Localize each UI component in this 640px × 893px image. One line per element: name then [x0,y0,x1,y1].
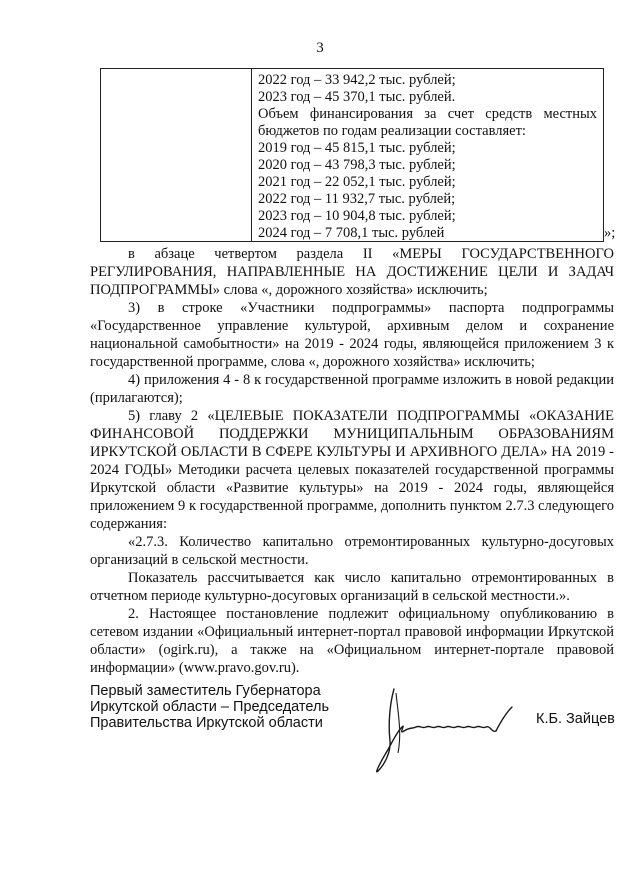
position-line: Правительства Иркутской области [90,715,323,731]
paragraph: 2. Настоящее постановление подлежит официальному опубликованию в сетевом издании «Официальный интернет-портал правовой информации Иркутской области» (ogirk.ru), а также на «Официальном интернет-портале правовой информации» (www.pravo.gov.ru). [90,606,614,676]
financing-line: 2024 год – 7 708,1 тыс. рублей [258,225,445,241]
financing-table [100,68,604,242]
financing-line: 2020 год – 43 798,3 тыс. рублей; [258,157,456,173]
paragraph: «2.7.3. Количество капитально отремонтированных культурно-досуговых организаций в сельской местности. [90,534,614,568]
table-closing-quote: »; [604,225,616,241]
paragraph: в абзаце четвертом раздела II «МЕРЫ ГОСУДАРСТВЕННОГО РЕГУЛИРОВАНИЯ, НАПРАВЛЕННЫЕ НА ДОСТИЖЕНИЕ ЦЕЛИ И ЗАДАЧ ПОДПРОГРАММЫ» слова «, дорожного хозяйства» исключить; [90,246,614,298]
paragraph: Показатель рассчитывается как число капитально отремонтированных в отчетном периоде культурно-досуговых организаций в сельской местности.». [90,570,614,604]
financing-line: 2023 год – 10 904,8 тыс. рублей; [258,208,456,224]
document-body [90,245,614,677]
financing-paragraph: Объем финансирования за счет средств местных бюджетов по годам реализации составляет: [258,106,597,139]
financing-line: 2022 год – 33 942,2 тыс. рублей; [258,72,456,88]
signatory-name: К.Б. Зайцев [536,711,615,727]
table-left-column [101,69,252,241]
paragraph: 3) в строке «Участники подпрограммы» паспорта подпрограммы «Государственное управление культурой, архивным делом и сохранение национальной самобытности» на 2019 - 2024 годы, являющейся приложением 3 к государственной программе, слова «, дорожного хозяйства» исключить; [90,300,614,370]
financing-line: 2023 год – 45 370,1 тыс. рублей. [258,89,456,105]
handwritten-signature [372,683,522,783]
paragraph: 5) главу 2 «ЦЕЛЕВЫЕ ПОКАЗАТЕЛИ ПОДПРОГРАММЫ «ОКАЗАНИЕ ФИНАНСОВОЙ ПОДДЕРЖКИ МУНИЦИПАЛЬНЫМ ОБРАЗОВАНИЯМ ИРКУТСКОЙ ОБЛАСТИ В СФЕРЕ КУЛЬТУРЫ И АРХИВНОГО ДЕЛА» НА 2019 - 2024 ГОДЫ» Методики расчета целевых показателей государственной программы Иркутской области «Развитие культуры» на 2019 - 2024 годы, являющейся приложением 9 к государственной программе, дополнить пунктом 2.7.3 следующего содержания: [90,408,614,532]
page-number: 3 [316,40,324,56]
paragraph: 4) приложения 4 - 8 к государственной программе изложить в новой редакции (прилагаются); [90,372,614,406]
financing-line: 2022 год – 11 932,7 тыс. рублей; [258,191,456,207]
position-line: Первый заместитель Губернатора [90,683,321,699]
financing-line: 2019 год – 45 815,1 тыс. рублей; [258,140,456,156]
financing-line: 2021 год – 22 052,1 тыс. рублей; [258,174,456,190]
position-line: Иркутской области – Председатель [90,699,329,715]
signature-block [90,683,614,793]
table-right-column [258,72,597,242]
signatory-position [90,683,329,731]
